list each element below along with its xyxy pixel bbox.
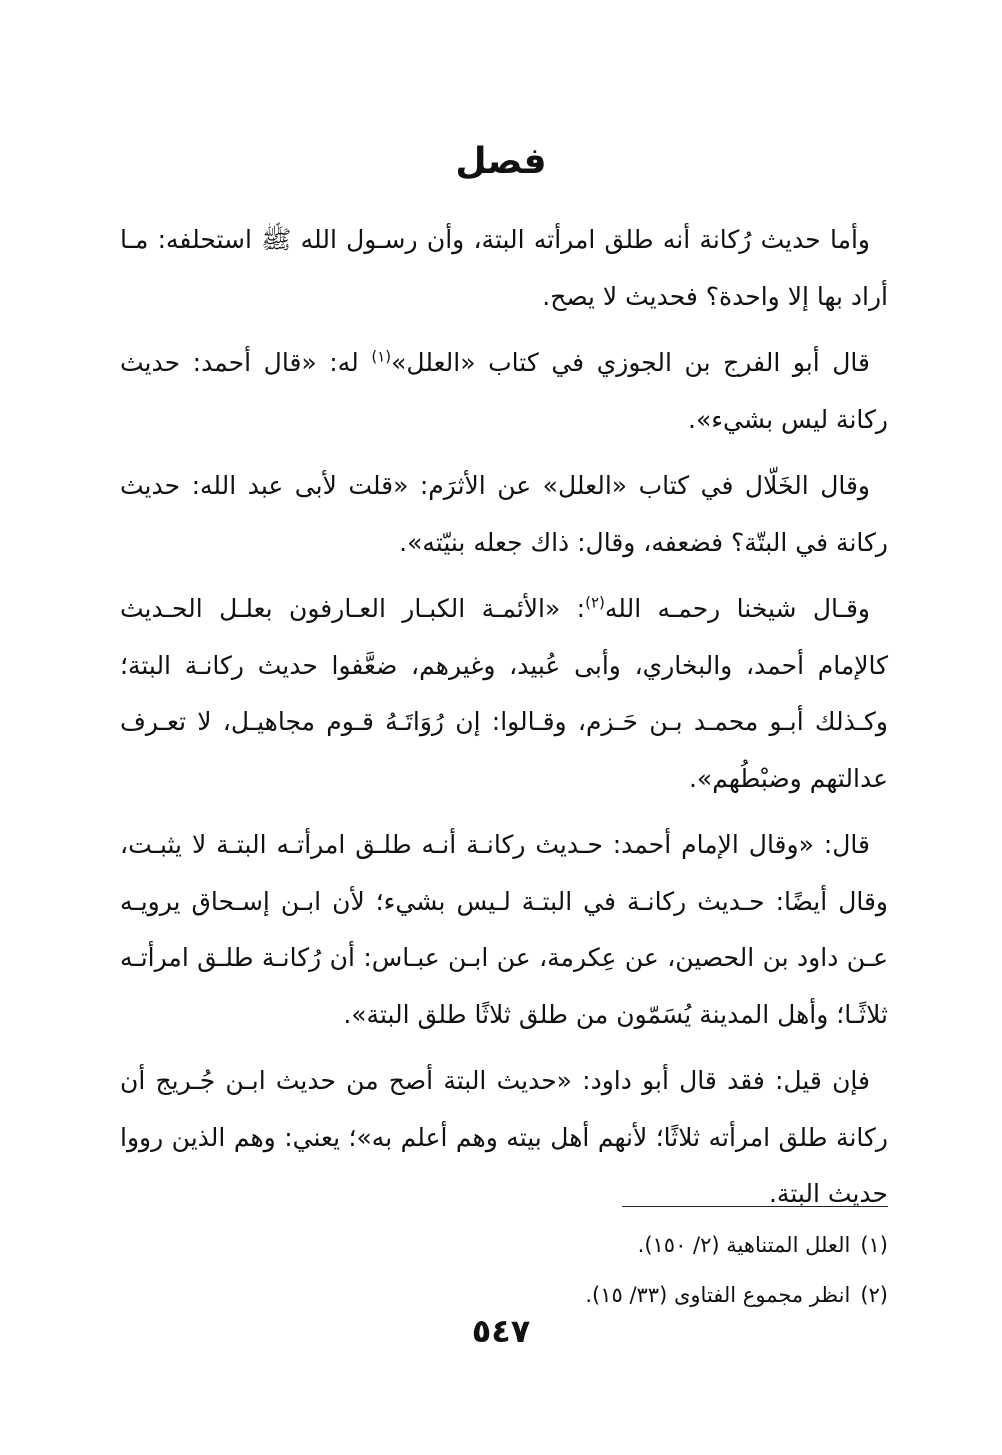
paragraph-2-text-end: له: «قال أحمد: حديث ركانة ليس بشيء». [120,348,888,434]
section-heading: فصل [455,141,547,182]
paragraph-1: وأما حديث رُكانة أنه طلق امرأته البتة، وأن رسـول الله ﷺ استحلفه: مـا أراد بها إلا واحدة؟ فحديث لا يصح. [120,225,888,311]
paragraph-4 [120,581,888,807]
page-number: ٥٤٧ [471,1312,531,1350]
paragraph-4-text-end: : «الأئمـة الكبـار العـارفون بعلـل الحـديث كالإمام أحمد، والبخاري، وأبى عُبيد، وغيرهم، ضعَّفوا حديث ركانـة البتة؛ وكـذلك أبـو محمـد بـن حَـزم، وقـالوا: إن رُوَاتَـهُ قـوم مجاهيـل، لا تعـرف عدالتهم وضبْطُهم». [120,594,888,793]
paragraph-2-text-start: قال أبو الفرج بن الجوزي في كتاب «العلل» [391,348,870,377]
footnote-1 [120,1220,888,1270]
footnote-reference-2[interactable]: (٢) [585,593,605,612]
paragraph-4-text-start: وقـال شيخنا رحمـه الله [604,594,870,623]
paragraph-3: وقال الخَلّال في كتاب «العلل» عن الأثرَم: «قلت لأبى عبد الله: حديث ركانة في البتّة؟ فضعفه، وقال: ذاك جعله بنيّته». [120,471,888,557]
footnote-2-number: (٢) [860,1283,888,1307]
paragraph-2 [120,335,888,448]
footnote-2-text: انظر مجموع الفتاوى (٣٣/ ١٥). [585,1283,851,1307]
paragraph-5: قال: «وقال الإمام أحمد: حـديث ركانـة أنـه طلـق امرأتـه البتـة لا يثبـت، وقال أيضًا: حـديث ركانـة في البتـة لـيس بشيء؛ لأن ابـن إسـحاق يرويـه عـن داود بن الحصين، عن عِكرمة، عن ابـن عبـاس: أن رُكانـة طلـق امرأتـه ثلاثًـا؛ وأهل المدينة يُسَمّون من طلق ثلاثًا طلق البتة». [120,830,888,1029]
main-text [120,212,888,1223]
paragraph-6: فإن قيل: فقد قال أبو داود: «حديث البتة أصح من حديث ابـن جُـريج أن ركانة طلق امرأته ثلاثًا؛ لأنهم أهل بيته وهم أعلم به»؛ يعني: وهم الذين رووا حديث البتة. [120,1066,888,1208]
footnote-separator [622,1206,888,1207]
footnote-1-number: (١) [860,1233,888,1257]
footnote-1-text: العلل المتناهية (٢/ ١٥٠). [637,1233,851,1257]
footnote-reference-1[interactable]: (١) [371,347,392,366]
footnotes [120,1220,888,1320]
